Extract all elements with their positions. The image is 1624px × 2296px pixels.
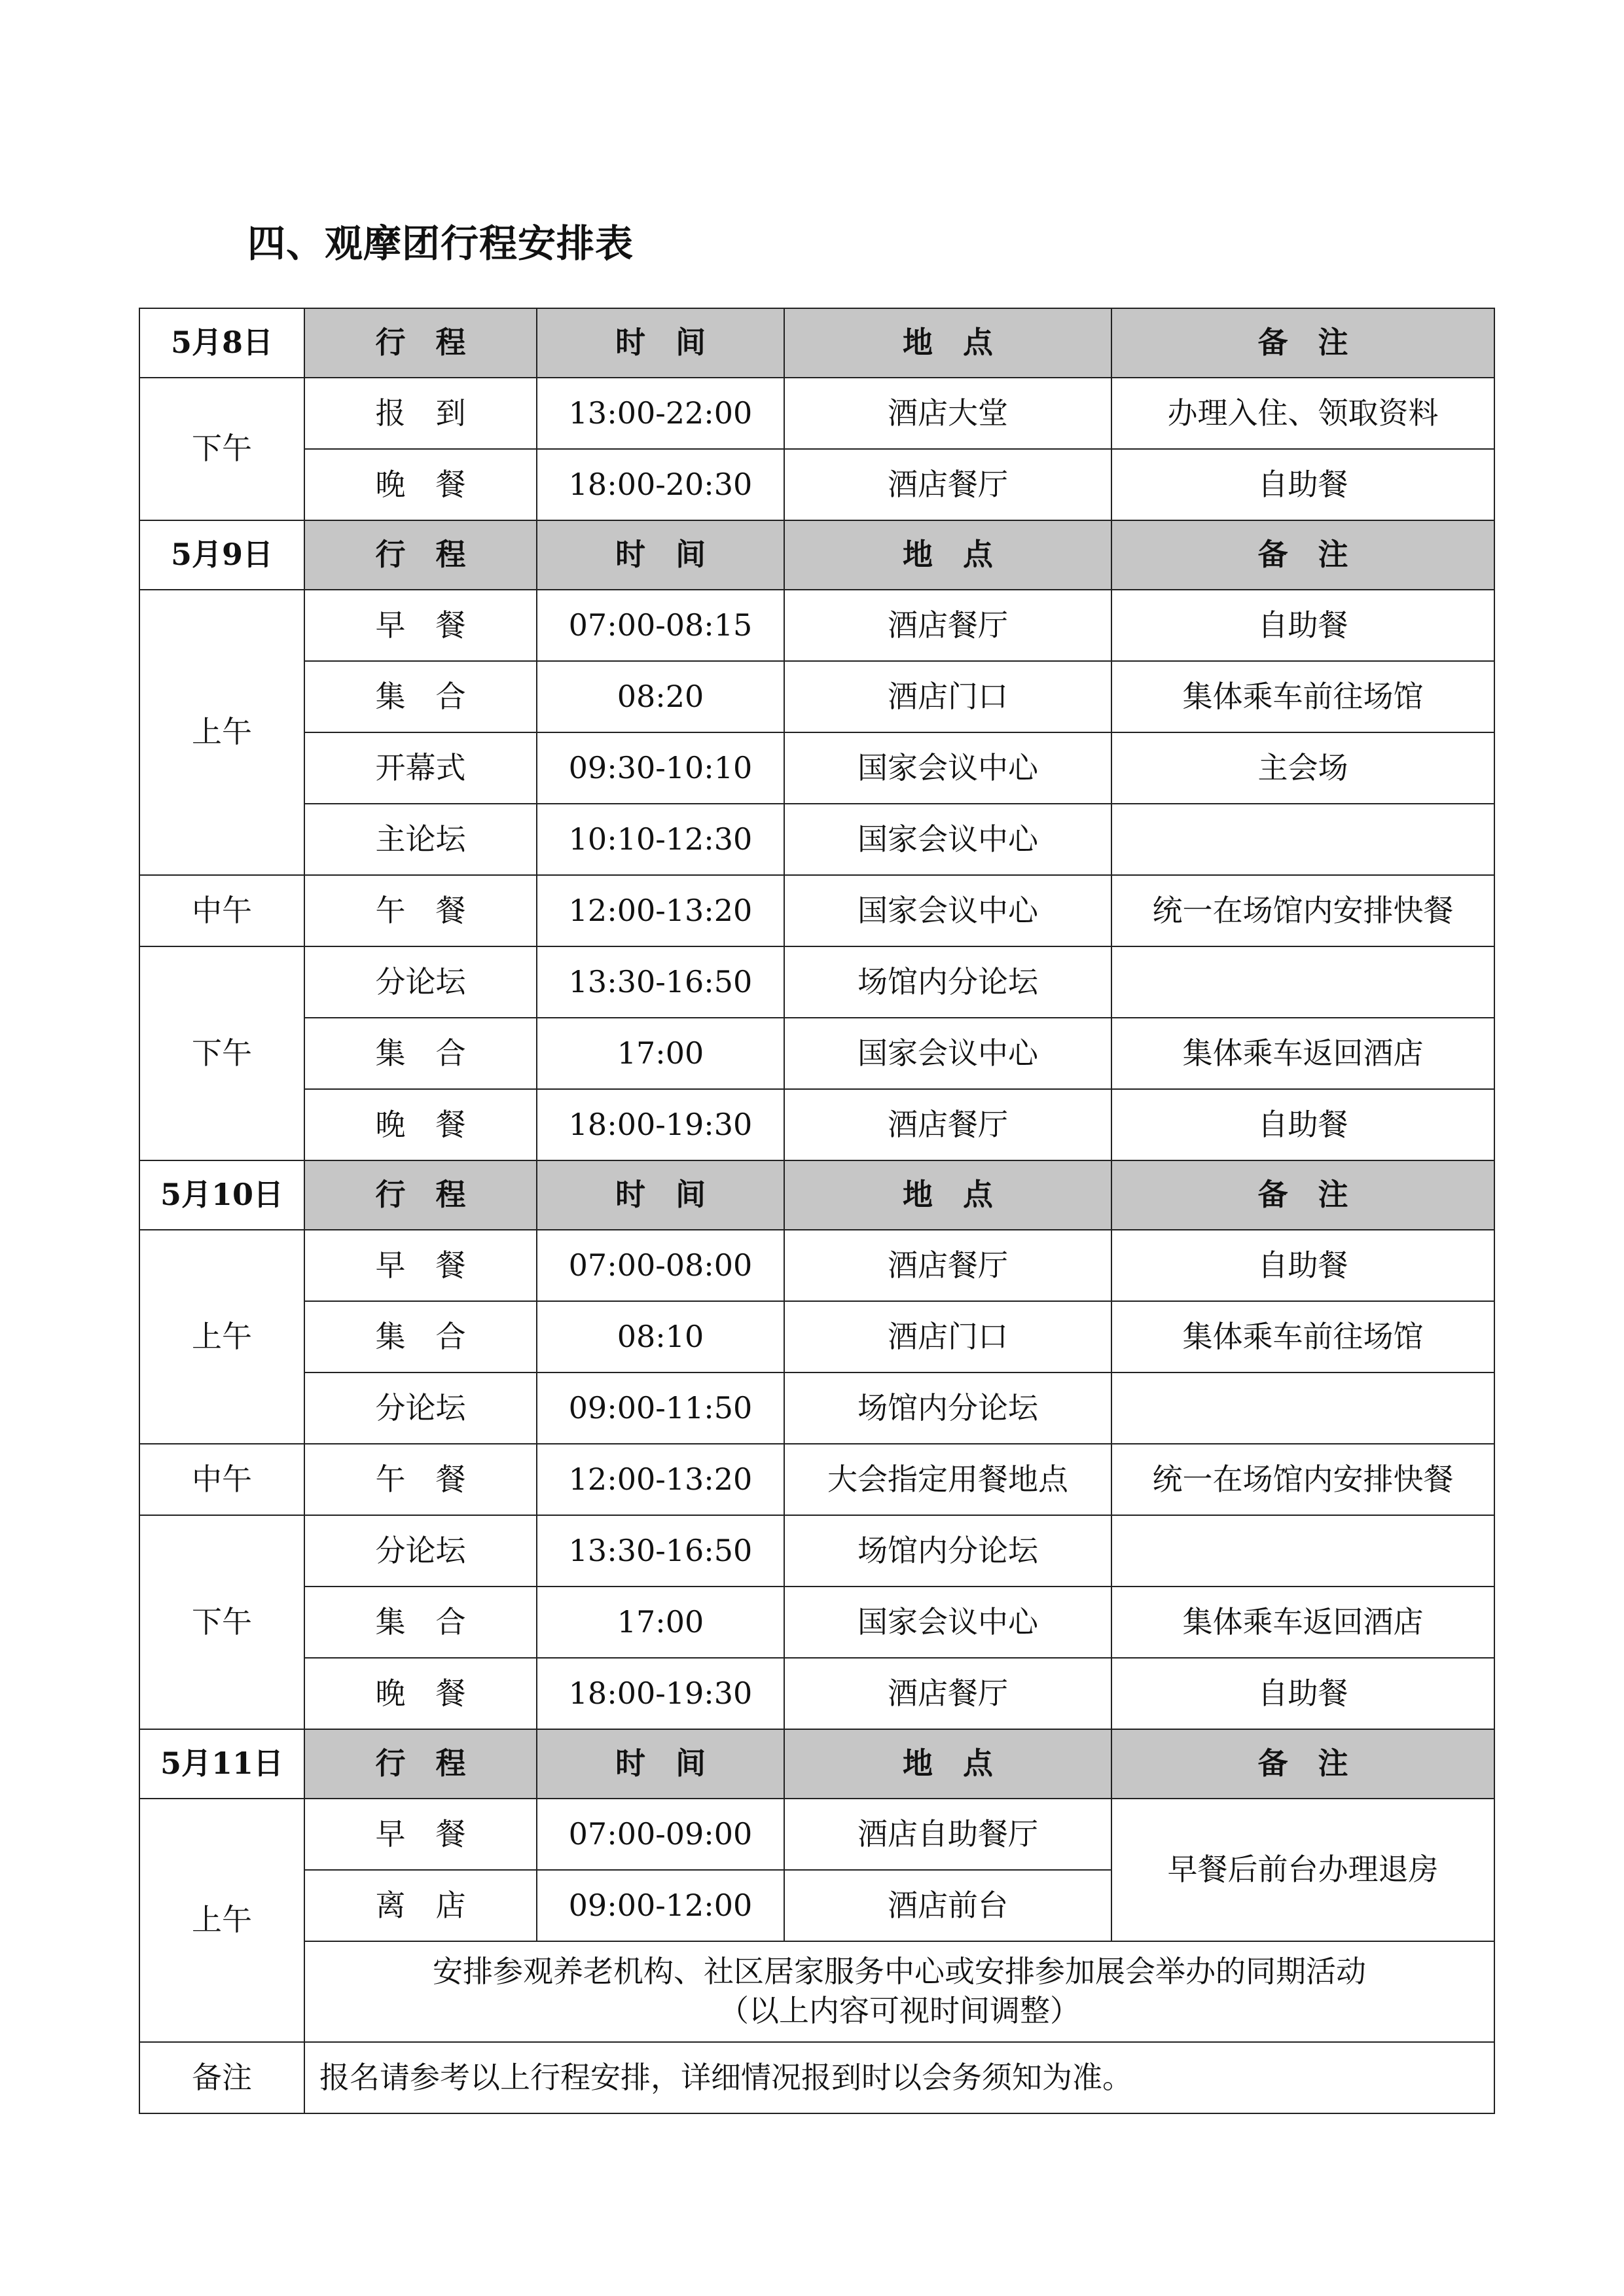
table-row: [139, 590, 1494, 661]
note-cell: 自助餐: [1111, 1658, 1494, 1729]
period-cell: 中午: [139, 875, 304, 946]
place-cell: 大会指定用餐地点: [784, 1444, 1111, 1515]
place-cell: 酒店门口: [784, 661, 1111, 732]
time-cell: 09:30-10:10: [537, 732, 784, 804]
note-cell: 自助餐: [1111, 590, 1494, 661]
table-row: [139, 1941, 1494, 2042]
note-cell: 早餐后前台办理退房: [1111, 1799, 1494, 1941]
note-cell: 集体乘车返回酒店: [1111, 1587, 1494, 1658]
place-cell: 场馆内分论坛: [784, 1372, 1111, 1444]
table-row: [139, 449, 1494, 520]
item-cell: 集 合: [304, 1301, 537, 1372]
item-cell: 午 餐: [304, 875, 537, 946]
item-cell: 午 餐: [304, 1444, 537, 1515]
note-cell: 自助餐: [1111, 449, 1494, 520]
table-row: [139, 1515, 1494, 1587]
note-cell: [1111, 804, 1494, 875]
table-row: [139, 732, 1494, 804]
table-row: [139, 1444, 1494, 1515]
time-cell: 09:00-11:50: [537, 1372, 784, 1444]
period-cell: 下午: [139, 1515, 304, 1729]
note-cell: 集体乘车前往场馆: [1111, 1301, 1494, 1372]
note-cell: 集体乘车返回酒店: [1111, 1018, 1494, 1089]
time-cell: 17:00: [537, 1587, 784, 1658]
header-time: 时 间: [537, 308, 784, 378]
header-place: 地 点: [784, 308, 1111, 378]
place-cell: 酒店前台: [784, 1870, 1111, 1941]
time-cell: 18:00-19:30: [537, 1658, 784, 1729]
table-row: [139, 1587, 1494, 1658]
period-cell: 中午: [139, 1444, 304, 1515]
note-cell: [1111, 1515, 1494, 1587]
item-cell: 晚 餐: [304, 449, 537, 520]
note-cell: 自助餐: [1111, 1230, 1494, 1301]
header-time: 时 间: [537, 1160, 784, 1230]
item-cell: 早 餐: [304, 590, 537, 661]
header-time: 时 间: [537, 520, 784, 590]
place-cell: 酒店餐厅: [784, 1089, 1111, 1160]
table-row: [139, 1799, 1494, 1870]
table-row: [139, 378, 1494, 449]
item-cell: 主论坛: [304, 804, 537, 875]
item-cell: 分论坛: [304, 1372, 537, 1444]
activity-subnote: （以上内容可视时间调整）: [719, 1993, 1080, 2028]
time-cell: 08:20: [537, 661, 784, 732]
page-title: 四、观摩团行程安排表: [247, 221, 634, 266]
place-cell: 酒店餐厅: [784, 1230, 1111, 1301]
itinerary-table: [139, 308, 1495, 2114]
place-cell: 酒店餐厅: [784, 1658, 1111, 1729]
period-cell: 上午: [139, 590, 304, 875]
period-cell: 下午: [139, 946, 304, 1160]
header-note: 备 注: [1111, 1729, 1494, 1799]
time-cell: 10:10-12:30: [537, 804, 784, 875]
date-cell: 5月11日: [139, 1729, 304, 1799]
time-cell: 13:30-16:50: [537, 946, 784, 1018]
period-cell: 下午: [139, 378, 304, 520]
table-row: [139, 1018, 1494, 1089]
note-cell: 统一在场馆内安排快餐: [1111, 1444, 1494, 1515]
day-header-row: [139, 1160, 1494, 1230]
remarks-row: [139, 2042, 1494, 2113]
remarks-text: 报名请参考以上行程安排，详细情况报到时以会务须知为准。: [304, 2042, 1494, 2113]
time-cell: 18:00-19:30: [537, 1089, 784, 1160]
time-cell: 07:00-08:00: [537, 1230, 784, 1301]
table-row: [139, 1372, 1494, 1444]
header-note: 备 注: [1111, 308, 1494, 378]
place-cell: 国家会议中心: [784, 875, 1111, 946]
period-cell: 上午: [139, 1230, 304, 1444]
note-cell: 办理入住、领取资料: [1111, 378, 1494, 449]
place-cell: 国家会议中心: [784, 1018, 1111, 1089]
time-cell: 07:00-09:00: [537, 1799, 784, 1870]
remarks-label: 备注: [139, 2042, 304, 2113]
header-item: 行 程: [304, 1160, 537, 1230]
time-cell: 12:00-13:20: [537, 875, 784, 946]
item-cell: 分论坛: [304, 1515, 537, 1587]
note-cell: 集体乘车前往场馆: [1111, 661, 1494, 732]
time-cell: 13:30-16:50: [537, 1515, 784, 1587]
header-place: 地 点: [784, 1160, 1111, 1230]
header-place: 地 点: [784, 520, 1111, 590]
place-cell: 酒店餐厅: [784, 449, 1111, 520]
item-cell: 开幕式: [304, 732, 537, 804]
day-header-row: [139, 1729, 1494, 1799]
time-cell: 13:00-22:00: [537, 378, 784, 449]
table-row: [139, 875, 1494, 946]
note-cell: 统一在场馆内安排快餐: [1111, 875, 1494, 946]
place-cell: 酒店餐厅: [784, 590, 1111, 661]
item-cell: 报 到: [304, 378, 537, 449]
header-item: 行 程: [304, 520, 537, 590]
header-place: 地 点: [784, 1729, 1111, 1799]
activity-note-cell: [304, 1941, 1494, 2042]
item-cell: 集 合: [304, 1018, 537, 1089]
place-cell: 国家会议中心: [784, 804, 1111, 875]
place-cell: 场馆内分论坛: [784, 1515, 1111, 1587]
day-header-row: [139, 308, 1494, 378]
item-cell: 分论坛: [304, 946, 537, 1018]
date-cell: 5月10日: [139, 1160, 304, 1230]
time-cell: 09:00-12:00: [537, 1870, 784, 1941]
item-cell: 离 店: [304, 1870, 537, 1941]
item-cell: 早 餐: [304, 1799, 537, 1870]
note-cell: 主会场: [1111, 732, 1494, 804]
header-note: 备 注: [1111, 520, 1494, 590]
item-cell: 集 合: [304, 1587, 537, 1658]
date-cell: 5月9日: [139, 520, 304, 590]
activity-line: 安排参观养老机构、社区居家服务中心或安排参加展会举办的同期活动: [433, 1954, 1366, 1990]
place-cell: 酒店大堂: [784, 378, 1111, 449]
place-cell: 酒店自助餐厅: [784, 1799, 1111, 1870]
header-note: 备 注: [1111, 1160, 1494, 1230]
date-cell: 5月8日: [139, 308, 304, 378]
time-cell: 07:00-08:15: [537, 590, 784, 661]
note-cell: [1111, 1372, 1494, 1444]
table-row: [139, 661, 1494, 732]
item-cell: 晚 餐: [304, 1658, 537, 1729]
time-cell: 18:00-20:30: [537, 449, 784, 520]
period-cell: 上午: [139, 1799, 304, 2042]
table-row: [139, 1089, 1494, 1160]
item-cell: 集 合: [304, 661, 537, 732]
item-cell: 晚 餐: [304, 1089, 537, 1160]
table-row: [139, 1301, 1494, 1372]
time-cell: 12:00-13:20: [537, 1444, 784, 1515]
note-cell: 自助餐: [1111, 1089, 1494, 1160]
place-cell: 酒店门口: [784, 1301, 1111, 1372]
time-cell: 08:10: [537, 1301, 784, 1372]
day-header-row: [139, 520, 1494, 590]
place-cell: 国家会议中心: [784, 732, 1111, 804]
header-item: 行 程: [304, 1729, 537, 1799]
table-row: [139, 946, 1494, 1018]
header-time: 时 间: [537, 1729, 784, 1799]
place-cell: 场馆内分论坛: [784, 946, 1111, 1018]
time-cell: 17:00: [537, 1018, 784, 1089]
place-cell: 国家会议中心: [784, 1587, 1111, 1658]
table-row: [139, 1230, 1494, 1301]
table-row: [139, 1658, 1494, 1729]
item-cell: 早 餐: [304, 1230, 537, 1301]
header-item: 行 程: [304, 308, 537, 378]
table-row: [139, 804, 1494, 875]
note-cell: [1111, 946, 1494, 1018]
